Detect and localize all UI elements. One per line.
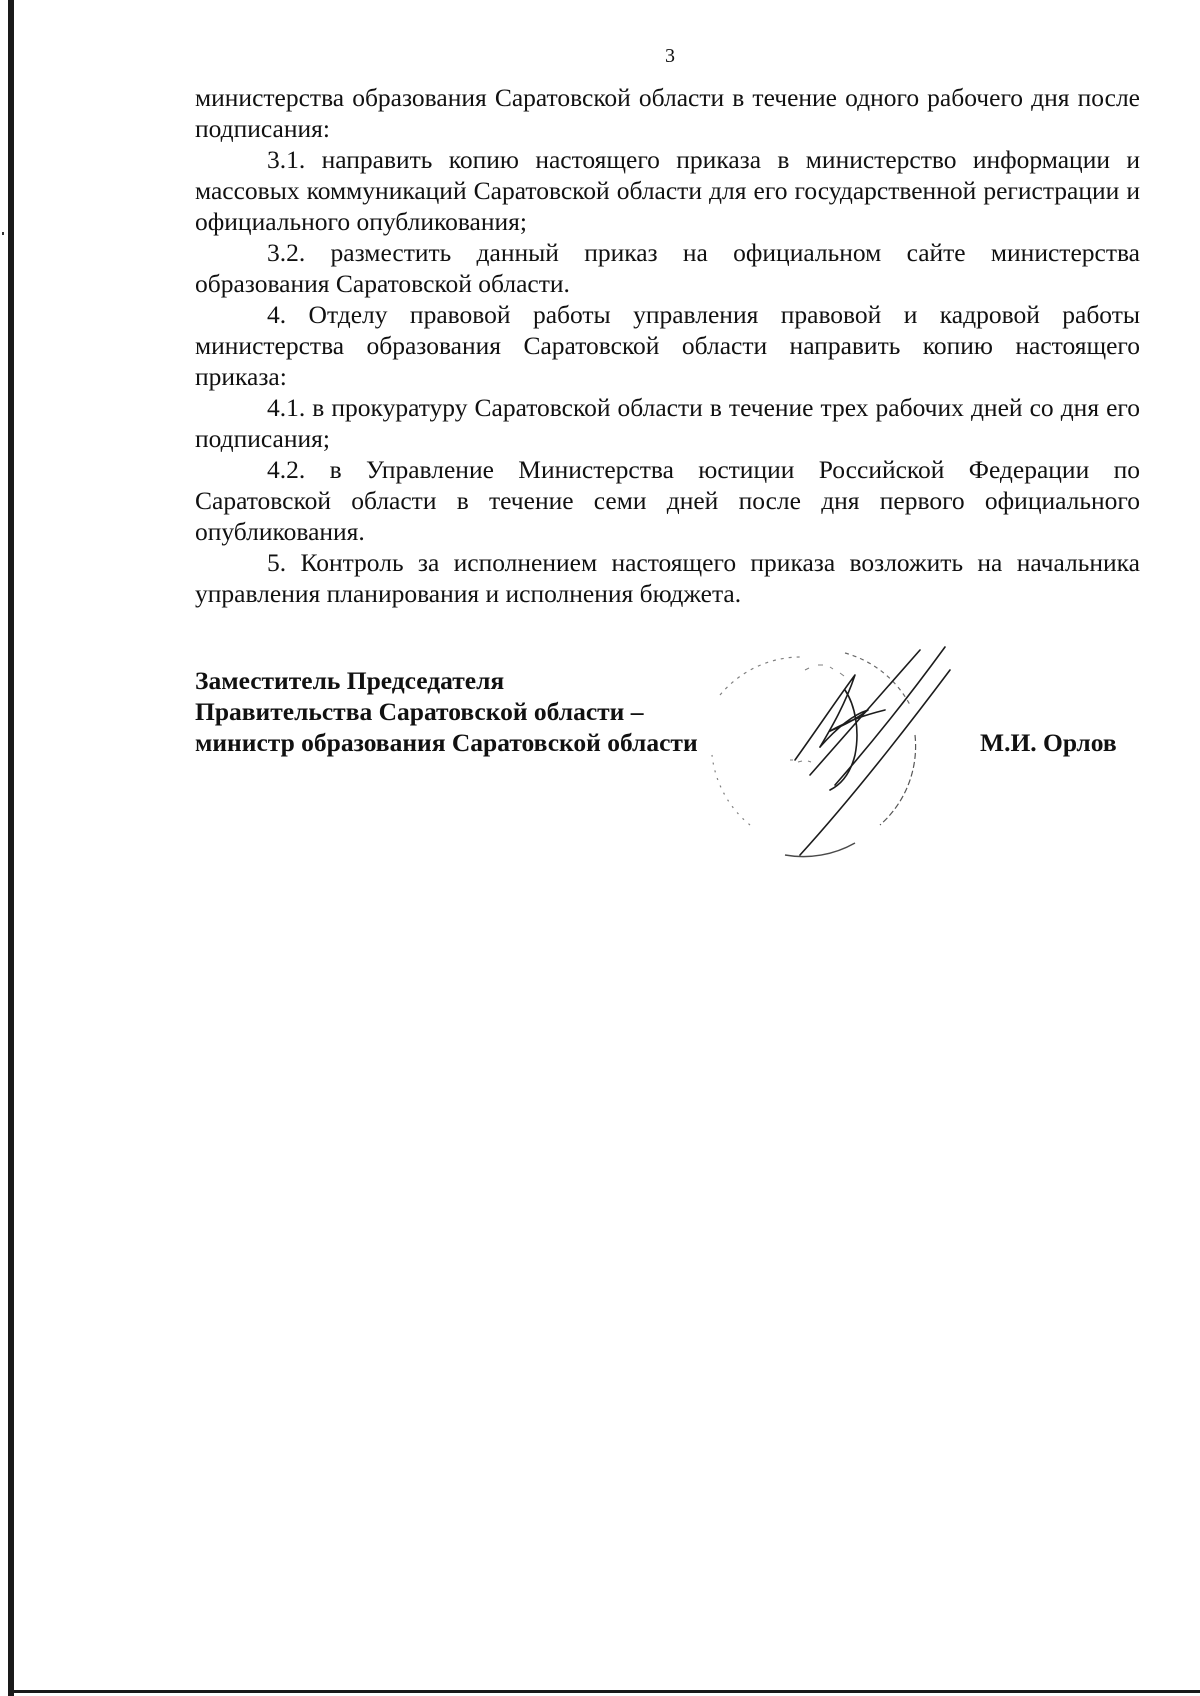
signatory-title-line: Правительства Саратовской области –: [195, 697, 644, 726]
page-number: 3: [665, 45, 675, 67]
paragraph-4-2: 4.2. в Управление Министерства юстиции Российской Федерации по Саратовской области в течение семи дней после дня первого официального опубликования.: [195, 455, 1140, 546]
signatory-name: М.И. Орлов: [980, 728, 1117, 757]
paragraph-continuation: министерства образования Саратовской области в течение одного рабочего дня после подписания:: [195, 83, 1140, 143]
paragraph-3-2: 3.2. разместить данный приказ на официальном сайте министерства образования Саратовской области.: [195, 238, 1140, 298]
document-body: [195, 82, 1140, 609]
scan-bottom-edge: [8, 1690, 1200, 1693]
paragraph-5: 5. Контроль за исполнением настоящего приказа возложить на начальника управления планирования и исполнения бюджета.: [195, 548, 1140, 608]
paragraph-3-1: 3.1. направить копию настоящего приказа в министерство информации и массовых коммуникаций Саратовской области для его государственной регистрации и официального опубликования;: [195, 145, 1140, 236]
paragraph-4-1: 4.1. в прокуратуру Саратовской области в течение трех рабочих дней со дня его подписания;: [195, 393, 1140, 453]
signatory-title-line: министр образования Саратовской области: [195, 728, 698, 757]
scan-left-edge: [8, 0, 14, 1696]
seal-and-signature-icon: [680, 635, 1010, 870]
scan-speck: [2, 232, 4, 235]
signatory-title-block: [195, 665, 698, 758]
paragraph-4: 4. Отделу правовой работы управления правовой и кадровой работы министерства образования Саратовской области направить копию настоящего приказа:: [195, 300, 1140, 391]
signatory-title-line: Заместитель Председателя: [195, 666, 505, 695]
